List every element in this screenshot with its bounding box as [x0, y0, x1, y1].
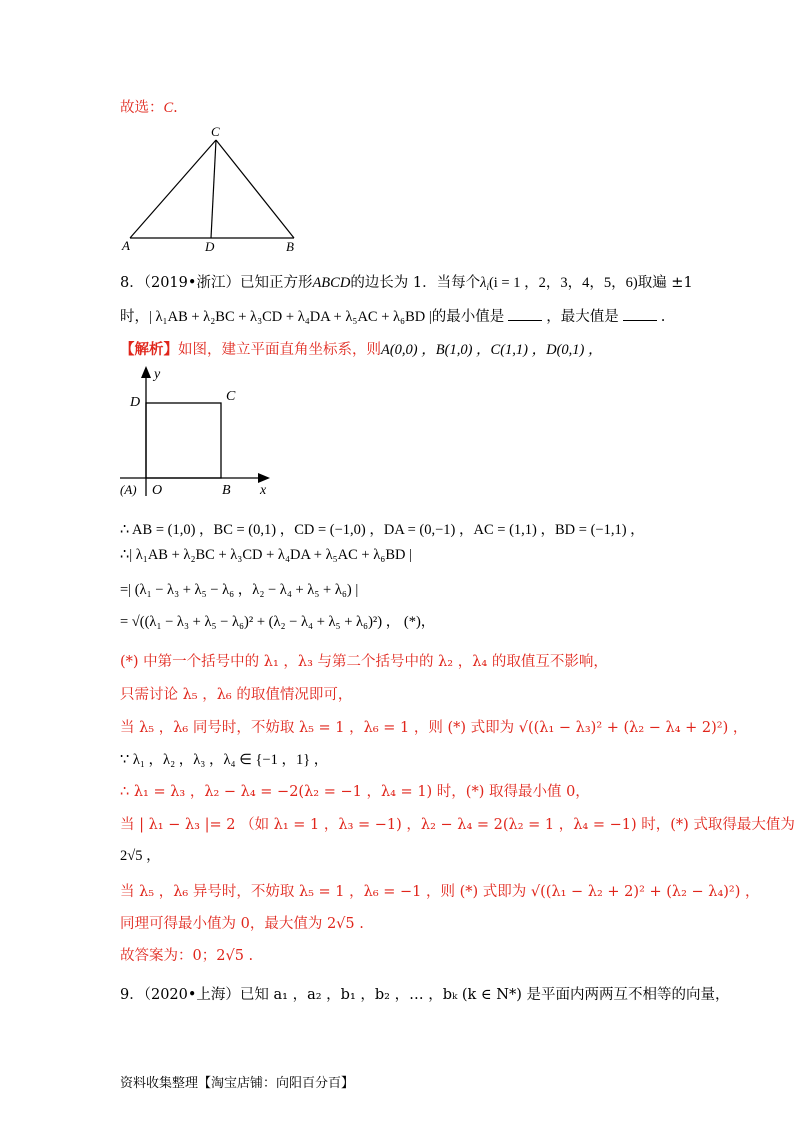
max-value-line: 2√5 ， [120, 848, 161, 864]
label-D2: D [130, 395, 141, 410]
label-C2: C [226, 389, 236, 404]
blank-min [508, 308, 542, 321]
footer-text: 资料收集整理【淘宝店铺：向阳百分百】 [120, 1076, 355, 1091]
same-sign-line: 当 λ₅ ，λ₆ 同号时，不妨取 λ₅ = 1 ，λ₆ = 1 ，则 (*) 式即为 √((λ₁ − λ₃)² + (λ₂ − λ₄ + 2)²) ， [120, 720, 748, 736]
label-B2: B [222, 483, 231, 498]
label-A2: (A) [120, 482, 137, 497]
lambda-set-line: ∵ λ₁ ，λ₂ ，λ₃ ，λ₄ ∈ {−1 ，1} ， [120, 752, 329, 768]
label-y: y [154, 367, 161, 382]
q8-line2: 时，| λ₁AB + λ₂BC + λ₃CD + λ₄DA + λ₅AC + λ₆BD |的最小值是 ，最大值是 . [120, 309, 666, 325]
final-answer-line: 故答案为：0；2√5 . [120, 948, 254, 964]
similar-line: 同理可得最小值为 0，最大值为 2√5 . [120, 916, 364, 932]
label-B: B [286, 239, 294, 254]
blank-max [623, 308, 657, 321]
answer-line: 故选：C. [120, 100, 178, 116]
coordinate-figure [118, 362, 278, 500]
diff-sign-line: 当 λ₅ ，λ₆ 异号时，不妨取 λ₅ = 1 ，λ₆ = −1 ，则 (*) 式即为 √((λ₁ − λ₂ + 2)² + (λ₂ − λ₄)²) ， [120, 884, 760, 900]
vectors-line: ∴ AB = (1,0) ，BC = (0,1) ，CD = (−1,0) ，DA = (0,−1) ，AC = (1,1) ，BD = (−1,1) ， [120, 522, 645, 538]
q8-line1: 8．（2019•浙江）已知正方形ABCD的边长为 1．当每个$\lambda_i(i = 1$ ，2，3，4，5，6)取遍 ±1 [120, 275, 693, 292]
solution-header: 【解析】如图，建立平面直角坐标系，则A(0,0) ，B(1,0) ，C(1,1) ，D(0,1) ， [120, 341, 603, 358]
label-O: O [152, 483, 163, 498]
q9-line: 9．（2020•上海）已知 a₁ ，a₂ ，b₁ ，b₂ ，… ，bₖ (k ∈ N*) 是平面内两两互不相等的向量， [120, 987, 730, 1003]
label-D: D [205, 239, 215, 254]
magnitude-line: = √((λ₁ − λ₃ + λ₅ − λ₆)² + (λ₂ − λ₄ + λ₅ + λ₆)²) ， (*)， [120, 614, 436, 630]
label-x: x [260, 483, 267, 498]
sum-line: ∴| λ₁AB + λ₂BC + λ₃CD + λ₄DA + λ₅AC + λ₆BD | [120, 547, 412, 563]
max-line: 当 | λ₁ − λ₃ |= 2 （如 λ₁ = 1 ，λ₃ = −1) ，λ₂ − λ₄ = 2(λ₂ = 1 ，λ₄ = −1) 时，(*) 式取得最大值为 [120, 817, 795, 833]
label-C: C [211, 124, 220, 139]
label-A: A [122, 238, 130, 253]
triangle-figure [118, 120, 308, 255]
component-line: =| (λ₁ − λ₃ + λ₅ − λ₆ ，λ₂ − λ₄ + λ₅ + λ₆) | [120, 582, 359, 598]
explain-line2: 只需讨论 λ₅ ，λ₆ 的取值情况即可， [120, 687, 353, 703]
explain-line1: (*) 中第一个括号中的 λ₁ ，λ₃ 与第二个括号中的 λ₂ ，λ₄ 的取值互不影响， [120, 654, 608, 670]
min-line: ∴ λ₁ = λ₃ ，λ₂ − λ₄ = −2(λ₂ = −1 ，λ₄ = 1) 时，(*) 取得最小值 0， [120, 784, 590, 800]
